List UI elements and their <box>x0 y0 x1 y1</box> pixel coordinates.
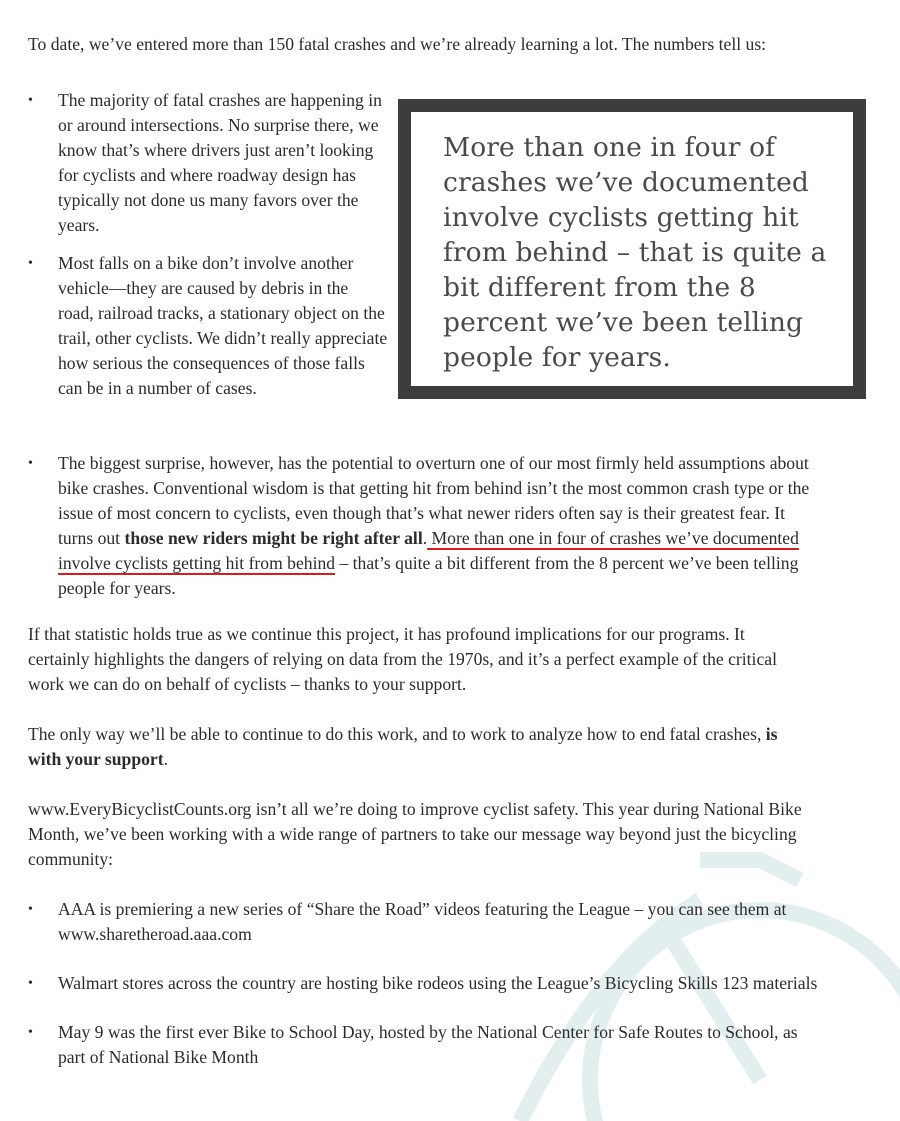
list-item: • AAA is premiering a new series of “Share the Road” videos featuring the League – you can see them at www.sharetheroad.aaa.com <box>28 897 818 947</box>
website-paragraph: www.EveryBicyclistCounts.org isn’t all we’re doing to improve cyclist safety. This year during National Bike Month, we’ve been working with a wide range of partners to take our message way beyond just the bicycling community: <box>28 799 802 869</box>
list-item: • The majority of fatal crashes are happening in or around intersections. No surprise there, we know that’s where drivers just aren’t looking for cyclists and where roadway design has typically not done us many favors over the years. <box>28 88 388 238</box>
main-bullet-list <box>28 451 818 601</box>
list-item: • Most falls on a bike don’t involve another vehicle—they are caused by debris in the road, railroad tracks, a stationary object on the trail, other cyclists. We didn’t really appreciate how serious the consequences of those falls can be in a number of cases. <box>28 251 388 401</box>
partner-bullet-list <box>28 897 818 1070</box>
list-item: • May 9 was the first ever Bike to School Day, hosted by the National Center for Safe Routes to School, as part of National Bike Month <box>28 1020 818 1070</box>
pull-quote-box <box>398 99 866 399</box>
main-bullet-period: . <box>422 528 428 548</box>
support-bold: is with your support <box>28 724 778 769</box>
main-bullet-text-end: – that’s quite a bit different from the 8 percent we’ve been telling people for years. <box>58 553 799 598</box>
pull-quote-text: More than one in four of crashes we’ve documented involve cyclists getting hit from behind – that is quite a bit different from the 8 percent we’ve been telling people for years. <box>443 132 827 373</box>
implications-paragraph: If that statistic holds true as we continue this project, it has profound implications for our programs. It certainly highlights the dangers of relying on data from the 1970s, and it’s a perfect example of the critical work we can do on behalf of cyclists – thanks to your support. <box>28 624 777 694</box>
top-bullet-list <box>28 88 388 401</box>
main-bullet-text: The biggest surprise, however, has the potential to overturn one of our most firmly held assumptions about bike crashes. Conventional wisdom is that getting hit from behind isn’t the most common crash type or the issue of most concern to cyclists, even though that’s what newer riders often say is their greatest fear. It turns out <box>58 453 810 548</box>
highlighted-statistic: More than one in four of crashes we’ve documented involve cyclists getting hit from behind <box>58 528 799 573</box>
intro-paragraph: To date, we’ve entered more than 150 fatal crashes and we’re already learning a lot. The numbers tell us: <box>28 34 767 54</box>
support-text: The only way we’ll be able to continue to do this work, and to work to analyze how to end fatal crashes, <box>28 724 766 744</box>
main-bullet-bold: those new riders might be right after all <box>124 528 423 548</box>
list-item: • Walmart stores across the country are hosting bike rodeos using the League’s Bicycling Skills 123 materials <box>28 971 818 996</box>
support-paragraph <box>28 722 808 772</box>
list-item <box>28 451 818 601</box>
support-end: . <box>163 749 168 769</box>
